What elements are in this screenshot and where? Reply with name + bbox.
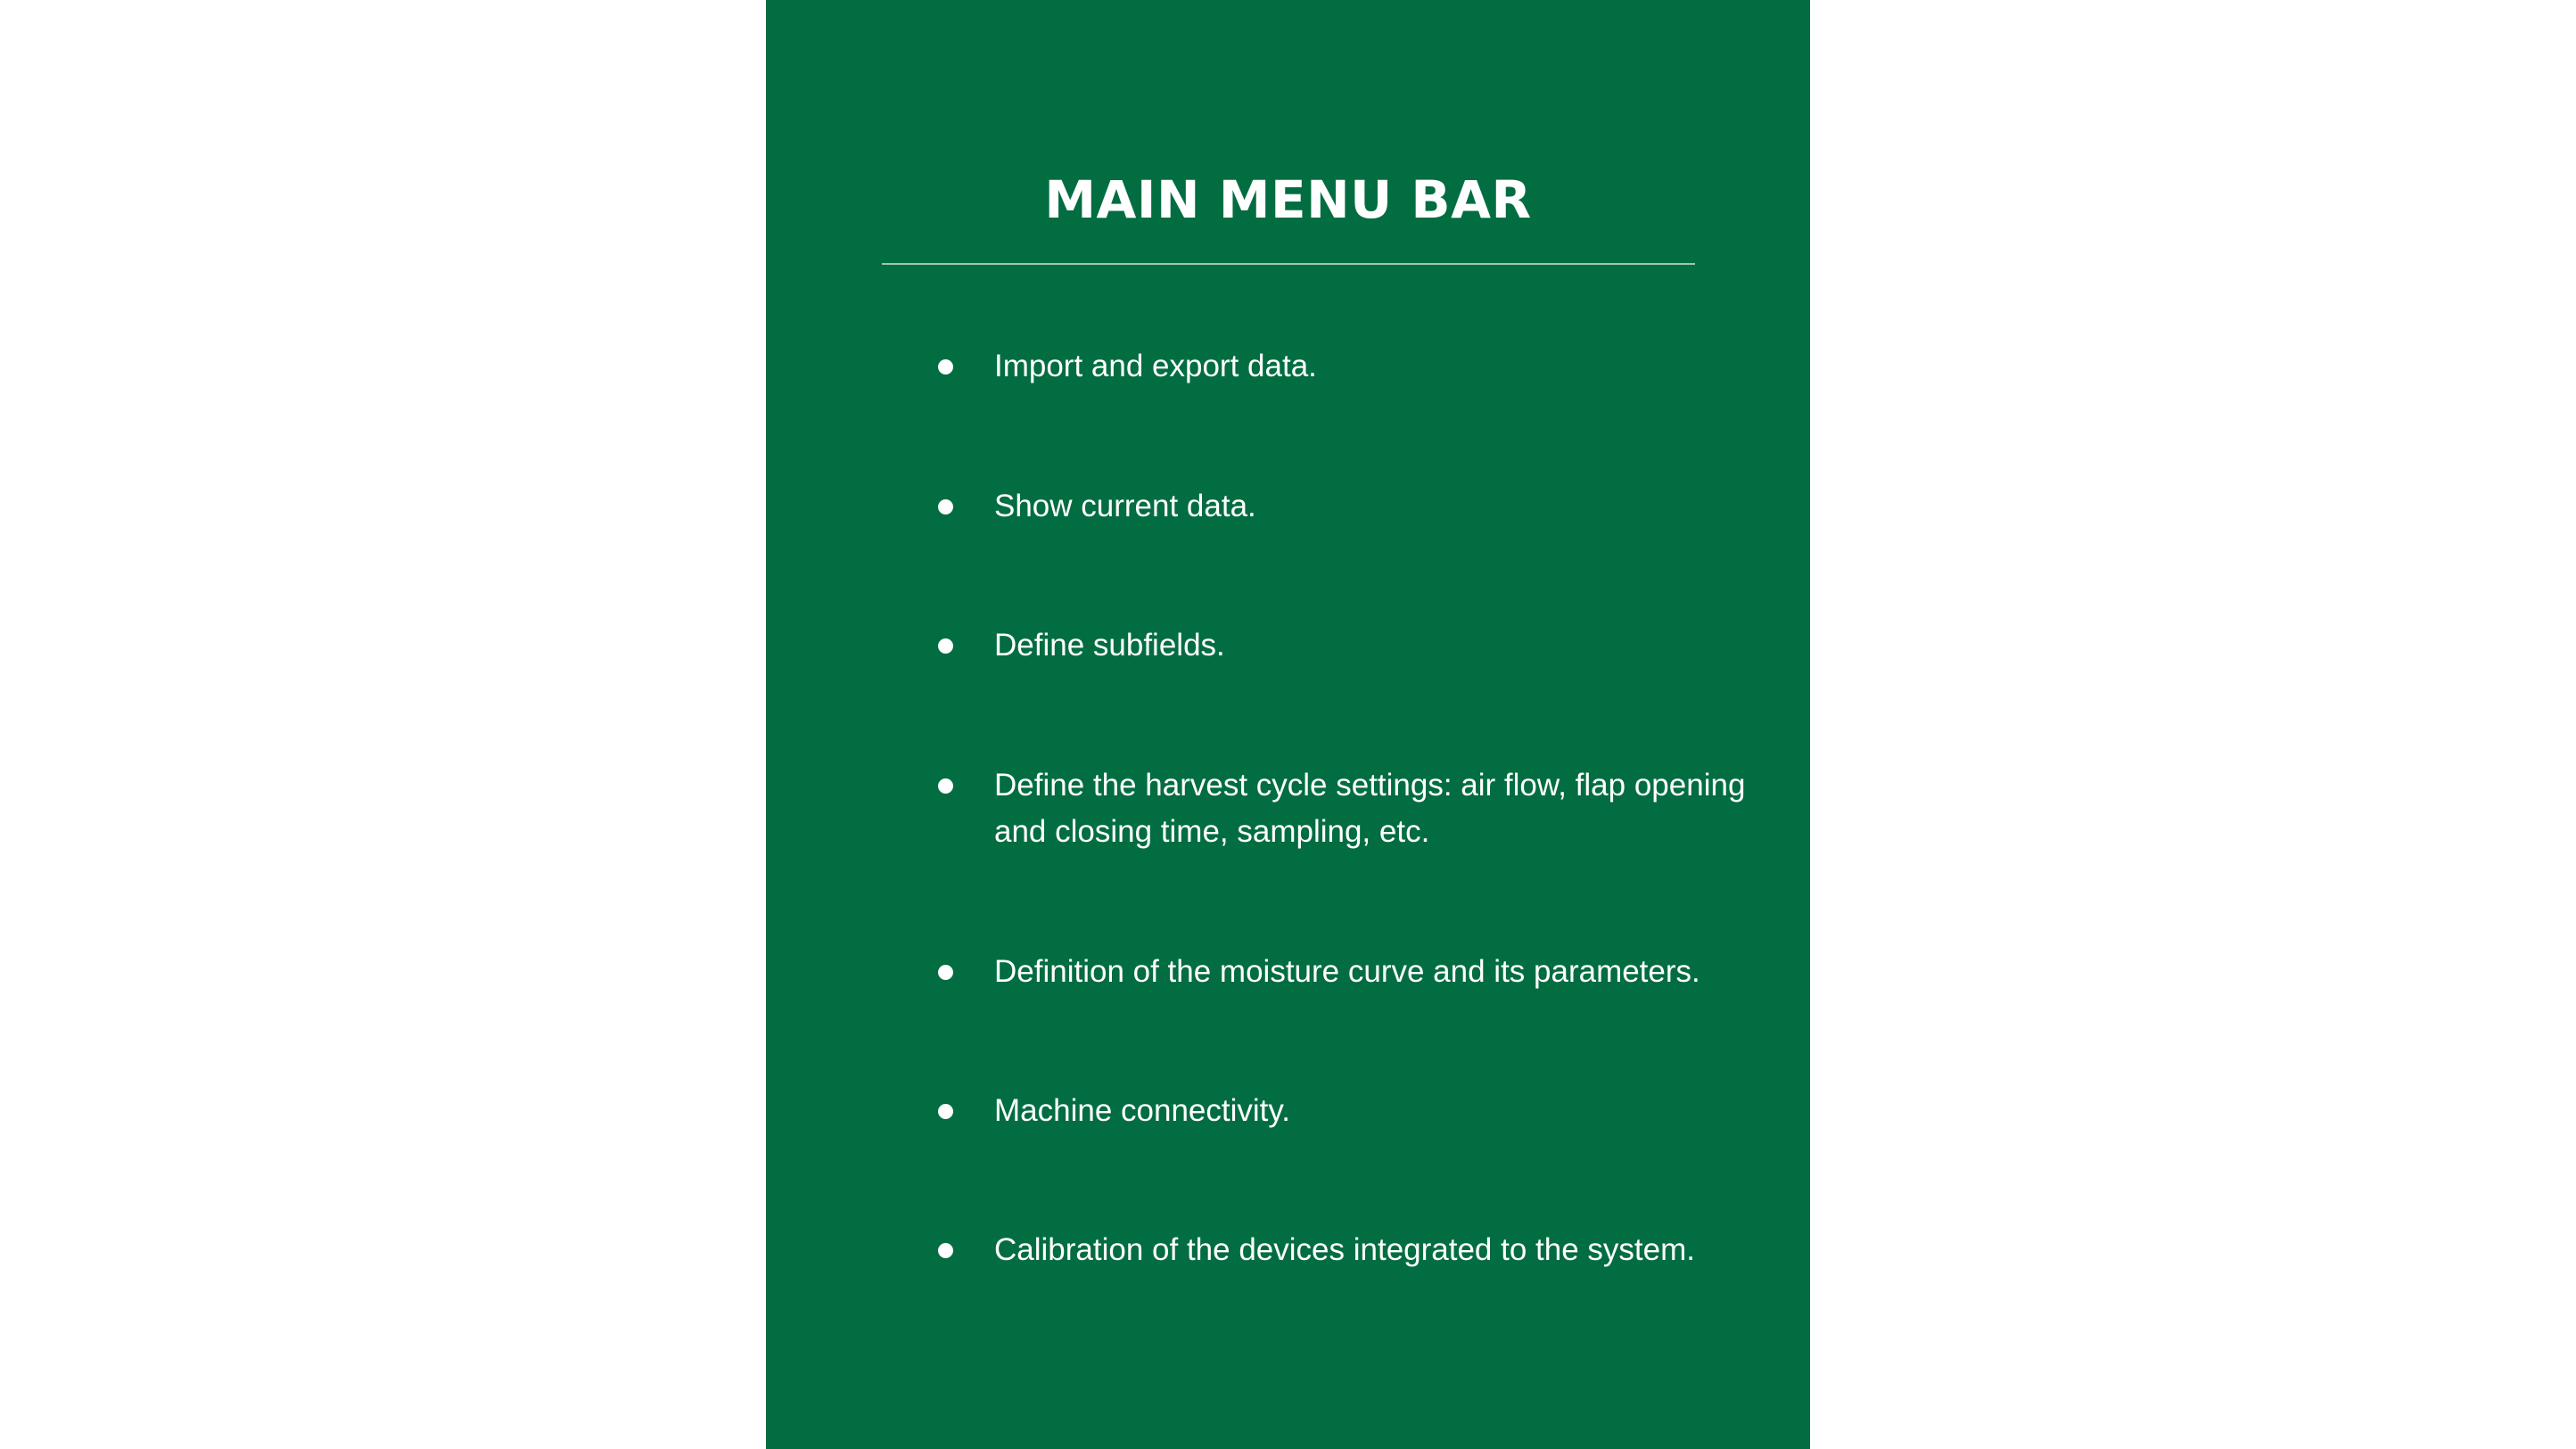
title-divider: [882, 263, 1695, 265]
list-item-label: Import and export data.: [994, 349, 1317, 383]
list-item-label: Calibration of the devices integrated to the system.: [994, 1232, 1695, 1267]
list-item-label: Show current data.: [994, 489, 1256, 523]
page-title: MAIN MENU BAR: [1044, 169, 1532, 230]
list-item-label: Definition of the moisture curve and its parameters.: [994, 954, 1700, 989]
main-menu-panel: [766, 0, 1810, 1449]
bullet-icon: [938, 359, 953, 375]
bullet-icon: [938, 1104, 953, 1119]
bullet-icon: [938, 778, 953, 794]
bullet-icon: [938, 1243, 953, 1258]
bullet-icon: [938, 499, 953, 515]
list-item-label: Define the harvest cycle settings: air flow, flap opening and closing time, sampling, etc.: [994, 768, 1746, 849]
list-item-label: Define subfields.: [994, 628, 1225, 663]
bullet-icon: [938, 638, 953, 654]
list-item-label: Machine connectivity.: [994, 1093, 1291, 1128]
bullet-icon: [938, 965, 953, 980]
